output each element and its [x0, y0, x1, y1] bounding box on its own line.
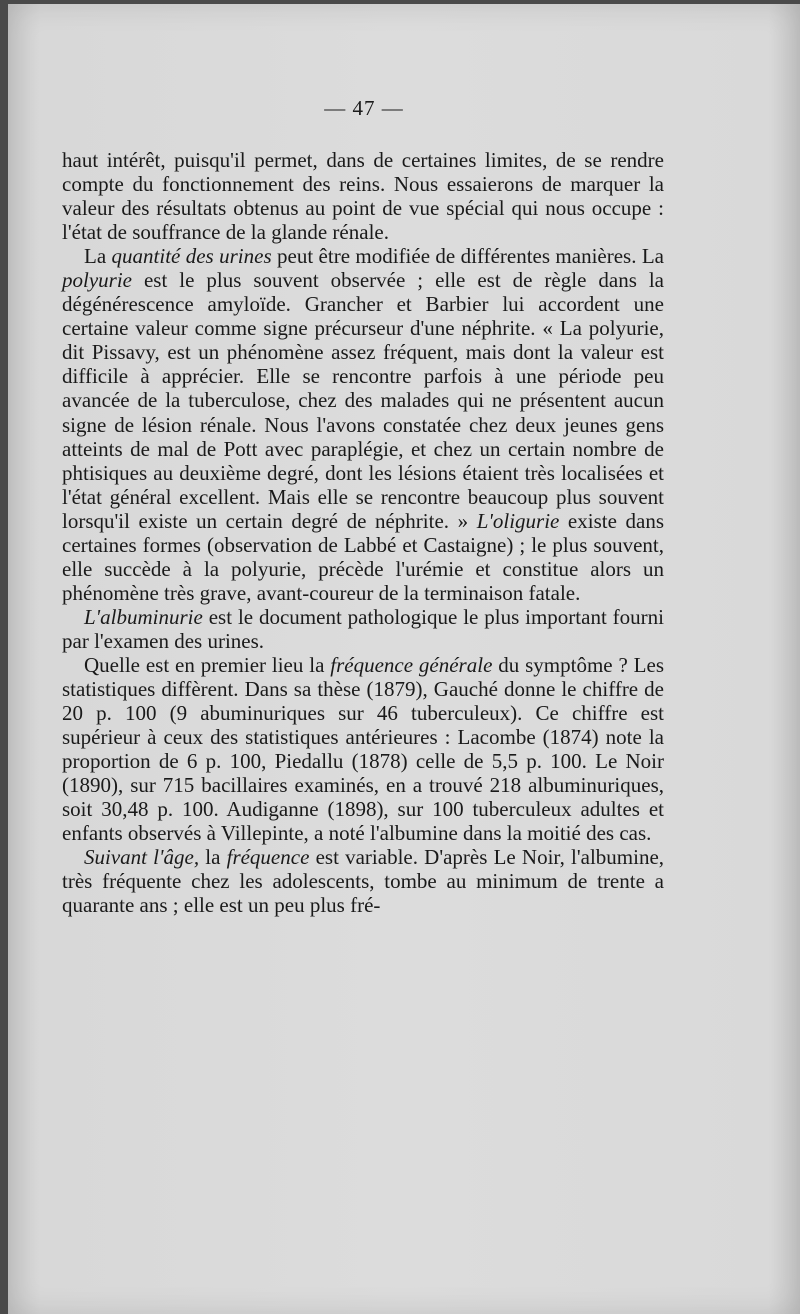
italic-term: quantité des urines: [111, 244, 272, 269]
text-span: la: [199, 845, 227, 870]
text-span: existe dans certaines formes (observation de Labbé et Castaigne) ; le plus souvent, elle succède à la polyurie, précède l'urémie et constitue alors un phénomène très grave, avant-coureur de la terminaison fatale.: [62, 508, 664, 605]
italic-term: fréquence générale: [330, 652, 493, 677]
italic-term: Suivant l'âge,: [84, 845, 200, 870]
text-span: est le plus souvent observée ; elle est de règle dans la dégénérescence amyloïde. Grancher et Barbier lui accordent une certaine valeur comme signe précurseur d'une néphrite. « La polyurie, dit Pissavy, est un phénomène assez fréquent, mais dont la valeur est difficile à apprécier. Elle se rencontre parfois à une période peu avancée de la tuberculose, chez des malades qui ne présentent aucun signe de lésion rénale. Nous l'avons constatée chez deux jeunes gens atteints de mal de Pott avec paraplégie, et chez un certain nombre de phtisiques au deuxième degré, dont les lésions étaient très localisées et l'état général excellent. Mais elle se rencontre beaucoup plus souvent lorsqu'il existe un certain degré de néphrite. »: [62, 268, 664, 533]
text-span: La: [84, 244, 112, 269]
text-span: Quelle est en premier lieu la: [84, 652, 331, 677]
paragraph-5: [62, 845, 664, 917]
italic-term: L'oligurie: [476, 508, 560, 533]
italic-term: polyurie: [62, 268, 132, 293]
paragraph-2: [62, 244, 664, 605]
body-text: [62, 148, 664, 918]
text-span: est le document pathologique le plus important fourni par l'examen des urines.: [62, 604, 664, 653]
text-span: est variable. D'après Le Noir, l'albumine, très fréquente chez les adolescents, tombe au minimum de trente a quarante ans ; elle est un peu plus fré-: [62, 845, 665, 918]
text-span: du symptôme ? Les statistiques diffèrent. Dans sa thèse (1879), Gauché donne le chiffre de 20 p. 100 (9 abuminuriques sur 46 tuberculeux). Ce chiffre est supérieur à ceux des statistiques antérieures : Lacombe (1874) note la proportion de 6 p. 100, Piedallu (1878) celle de 5,5 p. 100. Le Noir (1890), sur 715 bacillaires examinés, en a trouvé 218 albuminuriques, soit 30,48 p. 100. Audiganne (1898), sur 100 tuberculeux adultes et enfants observés à Villepinte, a noté l'albumine dans la moitié des cas.: [62, 652, 664, 846]
paragraph-3: [62, 605, 664, 653]
italic-term: fréquence: [226, 845, 310, 870]
book-page: [8, 4, 800, 1314]
page-number: — 47 —: [324, 96, 404, 120]
paragraph-4: [62, 653, 664, 845]
italic-term: L'albuminurie: [84, 604, 203, 629]
paragraph-1: haut intérêt, puisqu'il permet, dans de certaines limites, de se rendre compte du fonctionnement des reins. Nous essaierons de marquer la valeur des résultats obtenus au point de vue spécial qui nous occupe : l'état de souffrance de la glande rénale.: [62, 148, 664, 245]
text-span: peut être modifiée de différentes manières. La: [271, 244, 664, 269]
